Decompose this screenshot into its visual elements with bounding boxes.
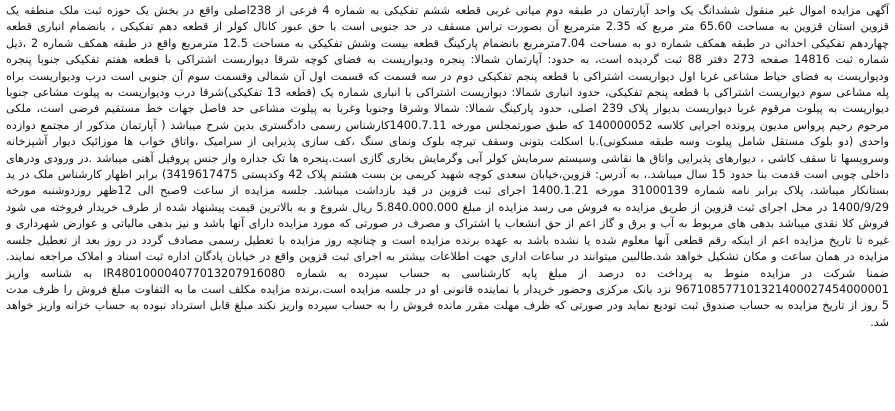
auction-notice-text: آگهی مزایده اموال غیر منقول ششدانگ یک واحد آپارتمان در طبقه دوم میانی غربی قطعه ششم تفکیکی به شماره 4 فرعی از 238اصلی واقع در بخش یک حوزه ثبت ملک منطقه یک قزوین استان قزوین به مساحت 65.60 متر مربع که 2.35 مترمربع آن بصورت تراس مسقف در حد جنوبی است با حق عبور کانال کولر از قطعه دهم تفکیکی ، بانضمام انباری قطعه چهاردهم تفکیکی احداثی در طبقه همکف شماره دو به مساحت 7.04مترمربع بانضمام پارکینگ قطعه بیست وشش تفکیکی به مساحت 12.5 مترمربع واقع در طبقه همکف شماره 2 ،ذیل شماره ثبت 14816 صفحه 273 دفتر 88 ثبت گردیده است، به حدود: آپارتمان شمالا: پنجره ودیواریست به فضای کوچه شرقا دیواربست اشتراکی با قطعه هفتم تفکیکی جنوبا پنجره ودیواریست به فضای حیاط مشاعی غربا اول دیواریست اشتراکی با قطعه پنجم تفکیکی دوم در سه قسمت که قسمت اول آن شمالی وقسمت سوم آن جنوبی است درب ودیواریست براه پله مشاعی سوم دیواریست اشتراکی با قطعه پنجم تفکیکی، حدود انباری شمالا: دیواریست اشتراکی با انباری شماره یک (قطعه 13 تفکیکی)شرقا درب ودیواریست به پیلوت مشاعی جنوبا دیواریست به پیلوت مرقوم غربا دیواریست بدیوار پلاک 239 اصلی، حدود پارکینگ شمالا: شمالا وشرقا وجنوبا وغربا به پیلوت مشاعی حد فاصل جهات خط مستقیم فرضی است، ملکی مرحوم رحیم پرواس مدیون پرونده اجرایی کلاسه 140000052 که طبق صورتمجلس مورخه 1400.7.11کارشناس رسمی دادگستری بدین شرح میباشد ( آپارتمان مذکور از مجتمع دوازده واحدی (دو بلوک مستقل شامل پیلوت وسه طبقه مسکونی).با اسکلت بتونی وسقف تیرچه بلوک ونمای سنگ ،کف سازی پذیرایی از سرامیک ،واتاق خواب ها موزائیک دیوار آشپزخانه وسرویسها تا سقف کاشی ، دیوارهای پذیرایی واتاق ها نقاشی وسیستم سرمایش کولر آبی وگرمایش بخاری گازی است.پنجره ها تک جداره واز جنس پروفیل آهنی میباشد .در ورودی ودرهای داخلی چوبی است قدمت بنا حدود 15 سال میباشد.، به آدرس: قزوین،خیابان سعدی کوچه شهید کریمی بن بست هشتم پلاک 42 وکدپستی 3419617475) برابر اظهار کارشناس ملک در ید بستانکار میباشد، پلاک برابر نامه شماره 31000139 مورخه 1400.1.21 اجرای ثبت قزوین در قید بازداشت میباشد. جلسه مزایده از ساعت 9صبح الی 12ظهر روزدوشنبه مورخه 1400/9/29 در محل اجرای ثبت قزوین از طریق مزایده به فروش می رسد مزایده از مبلغ 5.840.000.000 ریال شروع و به بالاترین قیمت پیشنهاد شده از طرف خریدار فروخته می شود فروش کلا نقدی میباشد بدهی های مربوط به آب و برق و گاز اعم از حق انشعاب یا اشتراک و مصرف در صورتی که مورد مزایده دارای آنها باشد و نیز بدهی مالیاتی و عوارض شهرداری و غیره تا تاریخ مزایده اعم از اینکه رقم قطعی آنها معلوم شده یا نشده باشد به عهده برنده مزایده است و چنانچه روز مزایده با تعطیل رسمی مصادف گردد در روز بعد از تعطیل جلسه مزایده در همان ساعت و مکان تشکیل خواهد شد.طالبین میتوانند در ساعات اداری جهت اطلاعات بیشتر به اجرای ثبت قزوین واقع در خیابان پادگان اداره ثبت اسناد و املاک مراجعه نمایند. ضمنا شرکت در مزایده منوط به پرداخت ده درصد از مبلغ پایه کارشناسی به حساب سپرده به شماره IR480100004077013207916080 به شناسه واریز 967108577101321400027454000001 نزد بانک مرکزی وحضور خریدار یا نماینده قانونی او در جلسه مزایده است.برنده مزایده مکلف است ما به التفاوت مبلغ فروش را ظرف مدت 5 روز از تاریخ مزایده به حساب صندوق ثبت تودیع نماید ودر صورتی که ظرف مهلت مقرر مانده فروش را به حساب سپرده واریز نکند مبلغ قابل استرداد نبوده به حساب خزانه واریز خواهد شد. <box>6 4 890 329</box>
